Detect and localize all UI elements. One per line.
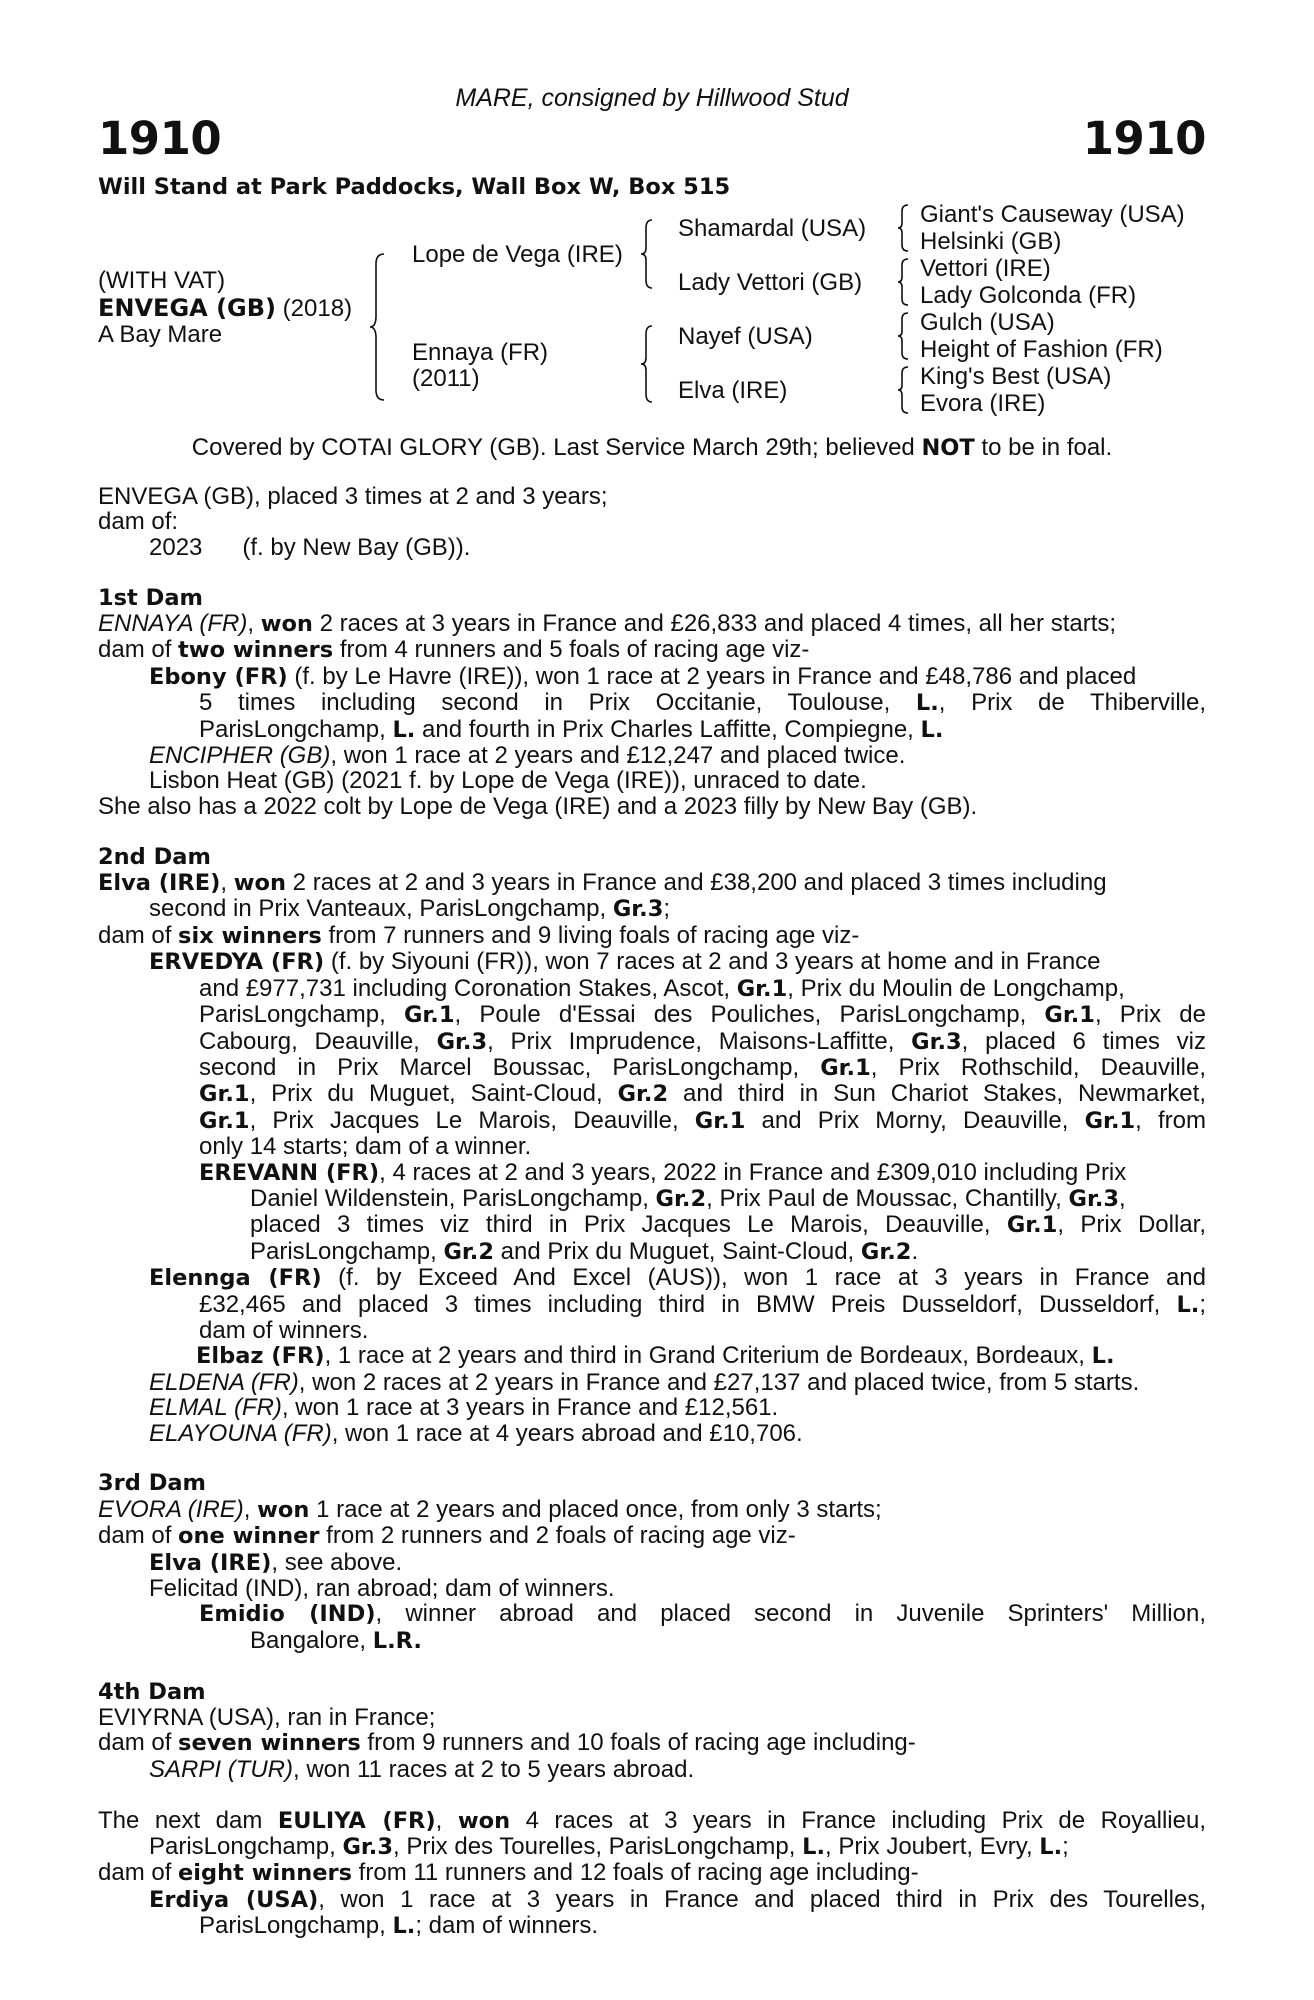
consignor-line: MARE, consigned by Hillwood Stud (455, 84, 849, 112)
text: , Prix du Muguet, Saint-Cloud, (249, 1080, 618, 1108)
dam2-line (98, 1081, 1206, 1107)
text: placed 3 times viz third in Prix Jacques Le Marois, Deauville, (250, 1211, 1007, 1239)
text: second in Prix Vanteaux, ParisLongchamp, (149, 895, 613, 923)
text: , winner abroad and placed second in Juvenile Sprinters' Million, (375, 1600, 1206, 1628)
text: , from (1135, 1106, 1207, 1134)
won-bold: won (257, 1496, 310, 1523)
text: , Prix Paul de Moussac, Chantilly, (706, 1184, 1069, 1212)
dam4-line: EVIYRNA (USA), ran in France; (98, 1704, 436, 1732)
horse-name: EREVANN (FR) (199, 1159, 380, 1186)
produce-foal (98, 535, 1206, 560)
text: Bangalore, (250, 1626, 373, 1654)
winners-bold: seven winners (178, 1730, 361, 1757)
dam2-line (98, 1239, 1206, 1265)
text: £32,465 and placed 3 times including third in BMW Preis Dusseldorf, Dusseldorf, (199, 1290, 1177, 1318)
gen3-brace-icon (896, 203, 910, 253)
horse-name: Emidio (IND) (199, 1601, 376, 1628)
dam3-line (98, 1550, 1206, 1576)
sire-brace-icon (639, 218, 655, 290)
text: ; (1062, 1833, 1069, 1861)
text: . (911, 1237, 919, 1265)
sire-sire: Shamardal (USA) (678, 215, 867, 242)
text: , placed 6 times viz (961, 1027, 1206, 1055)
text: 1 race at 2 years and placed once, from only 3 starts; (309, 1495, 882, 1523)
nextdam-line: The next dam EULIYA (FR), won 4 races at 3 years in France including Prix de Royallieu, (98, 1806, 1206, 1834)
dam1-line (98, 690, 1206, 716)
section-heading: 4th Dam (98, 1678, 206, 1705)
covered-text-end: to be in foal. (974, 434, 1113, 461)
grade: Gr.3 (436, 1028, 488, 1055)
dam1-line (98, 717, 1206, 743)
vat-note: (WITH VAT) (98, 267, 226, 294)
grade: Gr.1 (403, 1002, 455, 1029)
nextdam-line (98, 1887, 1206, 1913)
horse-name: ELDENA (FR) (149, 1368, 299, 1396)
dam: Ennaya (FR) (412, 339, 549, 366)
section-heading: 2nd Dam (98, 843, 211, 870)
horse-name: SARPI (TUR) (149, 1755, 293, 1783)
dam1-line: Lisbon Heat (GB) (2021 f. by Lope de Vega (IRE)), unraced to date. (149, 767, 867, 795)
text: from 11 runners and 12 foals of racing age including- (352, 1859, 919, 1887)
text: dam of (98, 1859, 179, 1887)
dam2-line (98, 1029, 1206, 1055)
text: , Prix de (1094, 1001, 1207, 1029)
text: , Poule d'Essai des Pouliches, ParisLongchamp, (454, 1001, 1045, 1029)
winners-bold: six winners (178, 922, 322, 949)
grade: L. (1091, 1343, 1115, 1370)
text: dam of (98, 921, 179, 949)
grade: Gr.2 (655, 1185, 707, 1212)
gen3-brace-icon (896, 311, 910, 361)
text: , won 1 race at 4 years abroad and £10,706. (331, 1419, 803, 1447)
horse-name: ELMAL (FR) (149, 1394, 282, 1422)
gen3-brace-icon (896, 257, 910, 307)
dam1-line (98, 637, 1206, 663)
grade: L. (392, 1913, 416, 1940)
text: (f. by Siyouni (FR)), won 7 races at 2 and 3 years at home and in France (324, 948, 1101, 976)
nextdam-line (98, 1913, 1206, 1939)
covered-text: Covered by COTAI GLORY (GB). Last Service March 29th; believed (191, 434, 922, 461)
text: , 1 race at 2 years and third in Grand Criterium de Bordeaux, Bordeaux, (324, 1342, 1092, 1370)
text: , see above. (271, 1548, 403, 1576)
dam-name: EVORA (IRE) (98, 1495, 244, 1523)
text: from 2 runners and 2 foals of racing age viz- (319, 1522, 796, 1550)
horse-name: ELAYOUNA (FR) (149, 1419, 332, 1447)
dam2-line (98, 1395, 1206, 1420)
grade: Gr.3 (342, 1834, 394, 1861)
horse-name: ERVEDYA (FR) (149, 949, 325, 976)
horse-name-line (98, 295, 352, 322)
text: , Prix des Tourelles, ParisLongchamp, (393, 1833, 803, 1861)
text: , (1119, 1184, 1126, 1212)
ancestor-gen4: Lady Golconda (FR) (920, 282, 1137, 309)
dam2-line (98, 896, 1206, 922)
text: and third in Sun Chariot Stakes, Newmarket, (668, 1080, 1206, 1108)
horse-name: Elbaz (FR) (196, 1343, 325, 1370)
text: , Prix de Thiberville, (938, 689, 1206, 717)
text: and fourth in Prix Charles Laffitte, Compiegne, (415, 715, 921, 743)
horse-name: Ebony (FR) (149, 663, 288, 690)
text: ParisLongchamp, (199, 1001, 404, 1029)
won-bold: won (233, 870, 287, 897)
text: , Prix Dollar, (1057, 1211, 1206, 1239)
stand-location: Will Stand at Park Paddocks, Wall Box W, Box 515 (98, 174, 731, 200)
dam2-line (98, 1002, 1206, 1028)
horse-year: (2018) (276, 295, 353, 322)
dam3-line (98, 1601, 1206, 1627)
text: ParisLongchamp, (149, 1833, 343, 1861)
ancestor-gen4: Helsinki (GB) (920, 228, 1062, 255)
text: 2 races at 2 and 3 years in France and £38,200 and placed 3 times including (286, 869, 1107, 897)
text: , won 1 race at 3 years in France and £12,561. (281, 1394, 779, 1422)
text: and Prix du Muguet, Saint-Cloud, (494, 1237, 861, 1265)
grade: Gr.2 (443, 1238, 495, 1265)
grade: L. (1039, 1834, 1063, 1861)
foal-desc: (f. by New Bay (GB)). (242, 533, 471, 561)
lot-number-right: 1910 (1082, 112, 1206, 165)
dam4-line (98, 1757, 1206, 1782)
grade: Gr.2 (617, 1081, 669, 1108)
dam2-line (98, 1186, 1206, 1212)
text: (f. by Exceed And Excel (AUS)), won 1 race at 3 years in France and (321, 1264, 1206, 1292)
dam2-line (98, 1370, 1206, 1395)
dam2-line (98, 1108, 1206, 1134)
nextdam-line (98, 1860, 1206, 1886)
dam-name: EULIYA (FR) (277, 1807, 436, 1834)
dam2-line (98, 1212, 1206, 1238)
dam2-line: Elva (IRE), won 2 races at 2 and 3 years in France and £38,200 and placed 3 times including (98, 869, 1107, 897)
produce-line: ENVEGA (GB), placed 3 times at 2 and 3 years; (98, 483, 608, 510)
dam1-line (98, 743, 1206, 768)
dam2-line: dam of winners. (199, 1316, 369, 1344)
dam2-line (98, 1421, 1206, 1446)
gen3-brace-icon (896, 365, 910, 415)
dam2-line (98, 1292, 1206, 1318)
text: dam of (98, 636, 179, 664)
text: from 7 runners and 9 living foals of racing age viz- (321, 921, 860, 949)
pedigree-chart (98, 200, 1206, 424)
dam-year: (2011) (412, 365, 480, 392)
text: , Prix Imprudence, Maisons-Laffitte, (487, 1027, 912, 1055)
text: ; (1199, 1290, 1206, 1318)
dam2-line: only 14 starts; dam of a winner. (199, 1133, 532, 1161)
grade: Gr.1 (199, 1107, 250, 1134)
text: 2 races at 3 years in France and £26,833 and placed 4 times, all her starts; (312, 610, 1117, 638)
text: ; dam of winners. (415, 1912, 599, 1940)
grade: L. (1176, 1291, 1200, 1318)
grade: Gr.1 (694, 1107, 746, 1134)
dam-name: ENNAYA (FR) (98, 610, 248, 638)
text: , 4 races at 2 and 3 years, 2022 in France and £309,010 including Prix (379, 1158, 1127, 1186)
text: (f. by Le Havre (IRE)), won 1 race at 2 years in France and £48,786 and placed (287, 662, 1137, 690)
text: dam of (98, 1522, 179, 1550)
grade: Gr.3 (911, 1028, 962, 1055)
winners-bold: eight winners (178, 1860, 353, 1887)
grade: Gr.1 (736, 975, 788, 1002)
produce-record (98, 484, 1206, 1940)
grade: L. (802, 1834, 825, 1861)
dam1-line: She also has a 2022 colt by Lope de Vega (IRE) and a 2023 filly by New Bay (GB). (98, 792, 978, 820)
dam1-line (98, 664, 1206, 690)
gen1-brace-icon (368, 252, 388, 402)
horse-name: ENVEGA (GB) (98, 294, 277, 322)
text: Cabourg, Deauville, (199, 1027, 437, 1055)
text: from 9 runners and 10 foals of racing age including- (360, 1729, 916, 1757)
text: 4 races at 3 years in France including Prix de Royallieu, (510, 1806, 1206, 1834)
grade: L. (392, 716, 416, 743)
sire-dam: Lady Vettori (GB) (678, 269, 863, 296)
nextdam-line (98, 1834, 1206, 1860)
dam-dam: Elva (IRE) (678, 377, 788, 404)
ancestor-gen4: Vettori (IRE) (920, 255, 1051, 282)
text: ; (663, 895, 671, 923)
section-heading: 3rd Dam (98, 1470, 206, 1497)
text: , won 2 races at 2 years in France and £27,137 and placed twice, from 5 starts. (298, 1368, 1140, 1396)
horse-name: Elva (IRE) (149, 1549, 272, 1576)
dam-brace-icon (639, 324, 655, 404)
dam3-line: EVORA (IRE), won 1 race at 2 years and placed once, from only 3 starts; (98, 1495, 882, 1523)
ancestor-gen4: Gulch (USA) (920, 309, 1055, 336)
ancestor-gen4: Giant's Causeway (USA) (920, 201, 1185, 228)
grade: L. (920, 716, 944, 743)
grade: Gr.1 (1084, 1107, 1136, 1134)
lot-number-left: 1910 (98, 112, 222, 165)
dam4-line (98, 1730, 1206, 1756)
text: Daniel Wildenstein, ParisLongchamp, (250, 1184, 656, 1212)
text: , Prix Jacques Le Marois, Deauville, (249, 1106, 695, 1134)
text: and Prix Morny, Deauville, (745, 1106, 1085, 1134)
grade: Gr.1 (820, 1054, 871, 1081)
horse-name: Elva (IRE) (98, 870, 221, 897)
won-bold: won (260, 611, 313, 638)
ancestor-gen4: Height of Fashion (FR) (920, 336, 1163, 363)
dam3-line: Felicitad (IND), ran abroad; dam of winners. (149, 1575, 615, 1603)
dam2-line (98, 1265, 1206, 1291)
text: ParisLongchamp, (250, 1237, 444, 1265)
dam2-line (98, 949, 1206, 975)
dam3-line (98, 1523, 1206, 1549)
horse-description: A Bay Mare (98, 321, 223, 348)
section-heading: 1st Dam (98, 584, 203, 611)
produce-line: dam of: (98, 508, 179, 536)
winners-bold: one winner (178, 1523, 320, 1550)
text: dam of (98, 1729, 179, 1757)
text: 5 times including second in Prix Occitanie, Toulouse, (199, 689, 916, 717)
grade: Gr.1 (1006, 1212, 1058, 1239)
grade: Gr.3 (612, 896, 664, 923)
dam2-line (98, 976, 1206, 1002)
dam2-line (98, 1055, 1206, 1081)
text: , won 11 races at 2 to 5 years abroad. (293, 1755, 695, 1783)
grade: Gr.3 (1068, 1185, 1120, 1212)
text: and £977,731 including Coronation Stakes, Ascot, (199, 974, 737, 1002)
dam1-line: ENNAYA (FR), won 2 races at 3 years in France and £26,833 and placed 4 times, all her starts; (98, 610, 1117, 638)
horse-name: Erdiya (USA) (149, 1886, 319, 1913)
winners-bold: two winners (178, 637, 334, 664)
grade: L. (915, 690, 939, 717)
grade: Gr.1 (199, 1081, 250, 1108)
horse-name: Elennga (FR) (149, 1265, 322, 1292)
grade: Gr.2 (860, 1238, 912, 1265)
sire: Lope de Vega (IRE) (412, 241, 623, 268)
text: The next dam (98, 1806, 278, 1834)
dam-sire: Nayef (USA) (678, 323, 813, 350)
text: , Prix Rothschild, Deauville, (870, 1053, 1206, 1081)
foal-year: 2023 (149, 533, 203, 561)
text: ParisLongchamp, (199, 1912, 393, 1940)
covering-note (98, 434, 1206, 462)
ancestor-gen4: Evora (IRE) (920, 390, 1046, 417)
dam3-line (98, 1628, 1206, 1654)
grade: Gr.1 (1044, 1002, 1095, 1029)
text: , Prix Joubert, Evry, (825, 1833, 1040, 1861)
text: from 4 runners and 5 foals of racing age viz- (333, 636, 810, 664)
ancestor-gen4: King's Best (USA) (920, 363, 1112, 390)
won-bold: won (457, 1807, 511, 1834)
text: , won 1 race at 3 years in France and placed third in Prix des Tourelles, (318, 1885, 1206, 1913)
text: , Prix du Moulin de Longchamp, (787, 974, 1125, 1002)
text: , won 1 race at 2 years and £12,247 and placed twice. (330, 742, 906, 770)
grade: L.R. (372, 1627, 422, 1654)
text: ParisLongchamp, (199, 715, 393, 743)
dam2-line (98, 1160, 1206, 1186)
horse-name: ENCIPHER (GB) (149, 742, 331, 770)
dam2-line (98, 923, 1206, 949)
covered-bold: NOT (921, 435, 975, 461)
text: second in Prix Marcel Boussac, ParisLongchamp, (199, 1053, 821, 1081)
dam2-line (98, 1343, 1206, 1369)
